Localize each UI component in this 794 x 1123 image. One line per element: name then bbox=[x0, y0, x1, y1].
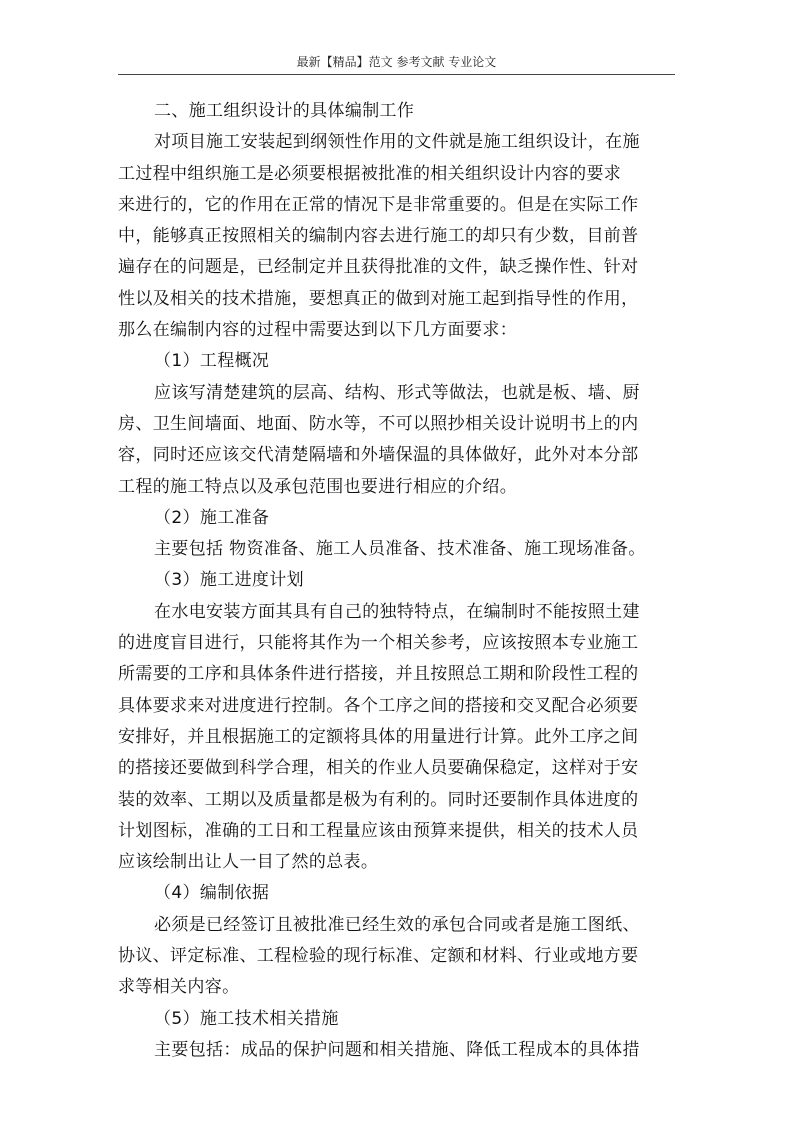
paragraph-line: 安排好，并且根据施工的定额将具体的用量进行计算。此外工序之间 bbox=[118, 726, 639, 747]
subsection-heading: （5）施工技术相关措施 bbox=[154, 1008, 339, 1029]
subsection-heading: （2）施工准备 bbox=[154, 507, 270, 528]
section-heading: 二、施工组织设计的具体编制工作 bbox=[154, 101, 415, 121]
paragraph-line: 遍存在的问题是，已经制定并且获得批准的文件，缺乏操作性、针对 bbox=[118, 257, 639, 278]
page-header: 最新【精品】范文 参考文献 专业论文 bbox=[296, 55, 497, 69]
document-body bbox=[118, 96, 675, 1066]
paragraph-first-line: 主要包括：成品的保护问题和相关措施、降低工程成本的具体措 bbox=[154, 1039, 640, 1060]
subsection-heading: （3）施工进度计划 bbox=[154, 570, 304, 591]
paragraph-first-line: 应该写清楚建筑的层高、结构、形式等做法，也就是板、墙、厨 bbox=[154, 382, 640, 403]
paragraph-line: 那么在编制内容的过程中需要达到以下几方面要求： bbox=[118, 320, 518, 341]
paragraph-line: 的搭接还要做到科学合理，相关的作业人员要确保稳定，这样对于安 bbox=[118, 758, 639, 779]
paragraph-line: 装的效率、工期以及质量都是极为有利的。同时还要制作具体进度的 bbox=[118, 789, 639, 810]
paragraph-line: 中，能够真正按照相关的编制内容去进行施工的却只有少数，目前普 bbox=[118, 226, 639, 247]
paragraph-line: 所需要的工序和具体条件进行搭接，并且按照总工期和阶段性工程的 bbox=[118, 664, 639, 685]
paragraph-line: 容，同时还应该交代清楚隔墙和外墙保温的具体做好，此外对本分部 bbox=[118, 445, 639, 466]
paragraph-line: 的进度盲目进行，只能将其作为一个相关参考，应该按照本专业施工 bbox=[118, 633, 639, 654]
paragraph-line: 来进行的，它的作用在正常的情况下是非常重要的。但是在实际工作 bbox=[118, 194, 639, 215]
subsection-heading: （1）工程概况 bbox=[154, 351, 270, 372]
paragraph-line: 应该绘制出让人一目了然的总表。 bbox=[118, 852, 379, 873]
paragraph-line: 具体要求来对进度进行控制。各个工序之间的搭接和交叉配合必须要 bbox=[118, 695, 639, 716]
paragraph-line: 房、卫生间墙面、地面、防水等，不可以照抄相关设计说明书上的内 bbox=[118, 413, 639, 434]
paragraph-line: 求等相关内容。 bbox=[118, 977, 240, 998]
paragraph-line: 协议、评定标准、工程检验的现行标准、定额和材料、行业或地方要 bbox=[118, 946, 639, 967]
paragraph-first-line: 主要包括 物资准备、施工人员准备、技术准备、施工现场准备。 bbox=[154, 539, 646, 560]
paragraph-line: 计划图标，准确的工日和工程量应该由预算来提供，相关的技术人员 bbox=[118, 820, 639, 841]
paragraph-first-line: 必须是已经签订且被批准已经生效的承包合同或者是施工图纸、 bbox=[154, 914, 640, 935]
subsection-heading: （4）编制依据 bbox=[154, 883, 270, 904]
paragraph-line: 工过程中组织施工是必须要根据被批准的相关组织设计内容的要求 bbox=[118, 163, 622, 184]
paragraph-line: 性以及相关的技术措施，要想真正的做到对施工起到指导性的作用， bbox=[118, 288, 639, 309]
paragraph-first-line: 在水电安装方面其具有自己的独特特点，在编制时不能按照土建 bbox=[154, 601, 640, 622]
paragraph-first-line: 对项目施工安装起到纲领性作用的文件就是施工组织设计，在施 bbox=[154, 132, 640, 153]
paragraph-line: 工程的施工特点以及承包范围也要进行相应的介绍。 bbox=[118, 476, 518, 497]
header-divider bbox=[118, 74, 675, 75]
